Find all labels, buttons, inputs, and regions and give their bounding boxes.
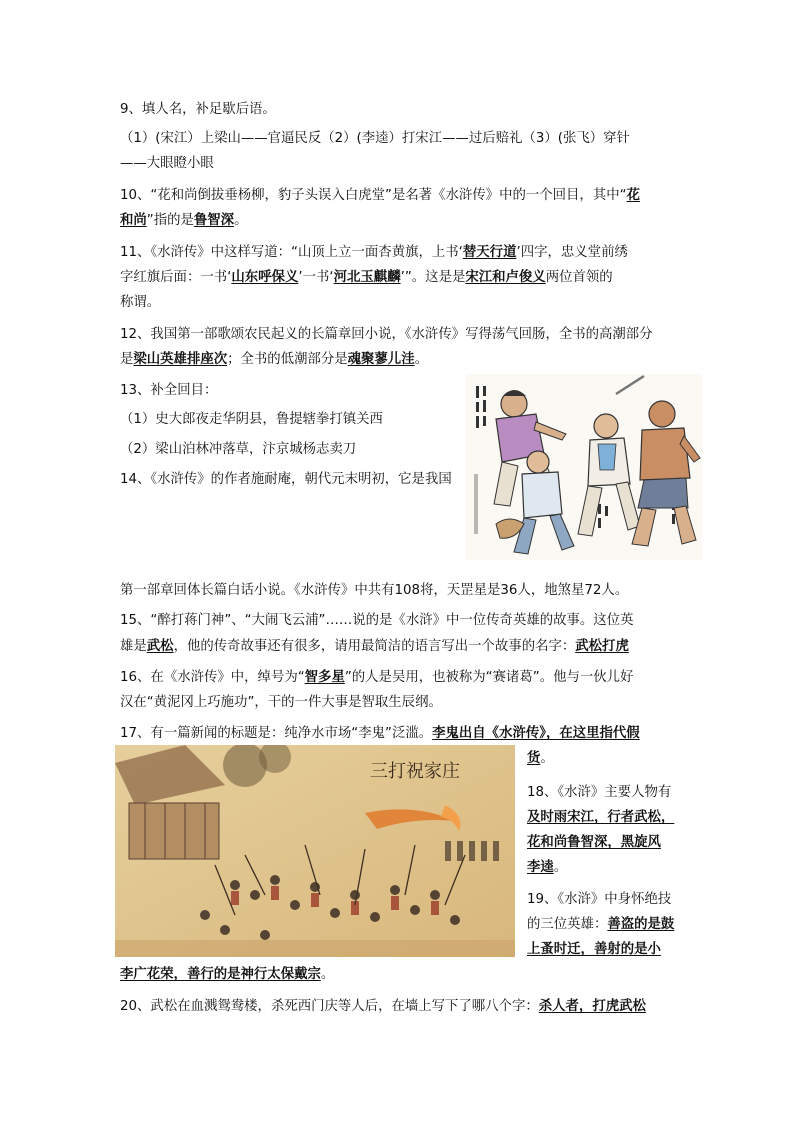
q14-line2: 第一部章回体长篇白话小说。《水浒传》中共有108将，天罡星是36人，地煞星72人。 [120,583,629,598]
painting-caption: 三打祝家庄 [370,761,460,782]
q12-line2: 是梁山英雄排座次；全书的低潮部分是魂聚蓼儿洼。 [120,352,428,367]
heroes-illustration [466,374,702,560]
q14-line1: 14、《水浒传》的作者施耐庵，朝代元末明初，它是我国 [120,472,452,487]
q10-line2: 和尚”指的是鲁智深。 [120,213,248,228]
q18-line2: 及时雨宋江，行者武松， [527,810,675,825]
q20-line1: 20、武松在血溅鸳鸯楼，杀死西门庆等人后，在墙上写下了哪八个字：杀人者，打虎武松 [120,999,646,1014]
battle-painting [115,745,515,957]
q15-line1: 15、“醉打蒋门神”、“大闹飞云浦”……说的是《水浒》中一位传奇英雄的故事。这位英 [120,613,634,628]
q12-line1: 12、我国第一部歌颂农民起义的长篇章回小说，《水浒传》写得荡气回肠，全书的高潮部分 [120,327,653,342]
q16-line1: 16、在《水浒传》中，绰号为“智多星”的人是吴用，也被称为“赛诸葛”。他与一伙儿好 [120,670,634,685]
q19-line1: 19、《水浒》中身怀绝技 [527,892,672,907]
q16-line2: 汉在“黄泥冈上巧施功”，干的一件大事是智取生辰纲。 [120,695,442,710]
q18-line3: 花和尚鲁智深，黑旋风 [527,835,661,850]
q9-title: 9、填人名，补足歇后语。 [120,102,276,117]
q19-line2: 的三位英雄：善盗的是鼓 [527,917,675,932]
q19-line3: 上蚤时迁，善射的是小 [527,942,661,957]
q9-line1: （1）(宋江）上梁山——官逼民反（2）(李逵）打宋江——过后赔礼（3）(张飞）穿针 [120,131,630,146]
q18-line1: 18、《水浒》主要人物有 [527,785,672,800]
q17-line2: 货。 [527,751,554,766]
q10-line1: 10、“花和尚倒拔垂杨柳，豹子头误入白虎堂”是名著《水浒传》中的一个回目，其中“花 [120,188,640,203]
q9-line2: ——大眼瞪小眼 [120,156,214,171]
q13-title: 13、补全回目： [120,383,218,398]
q17-line1: 17、有一篇新闻的标题是：纯净水市场“李鬼”泛滥。李鬼出自《水浒传》，在这里指代假 [120,726,640,741]
q11-line2: 字红旗后面：一书‘山东呼保义’一书‘河北玉麒麟’”。这是是宋江和卢俊义两位首领的 [120,270,613,285]
q11-line3: 称谓。 [120,295,161,310]
q19-line4: 李广花荣，善行的是神行太保戴宗。 [120,967,335,982]
q13-line2: （2）梁山泊林冲落草，汴京城杨志卖刀 [120,442,357,457]
q15-line2: 雄是武松，他的传奇故事还有很多，请用最简洁的语言写出一个故事的名字：武松打虎 [120,639,629,654]
q13-line1: （1）史大郎夜走华阴县，鲁提辖拳打镇关西 [120,412,383,427]
q11-line1: 11、《水浒传》中这样写道：“山顶上立一面杏黄旗，上书‘替天行道’四字，忠义堂前绣 [120,245,628,260]
q18-line4: 李逵。 [527,860,568,875]
